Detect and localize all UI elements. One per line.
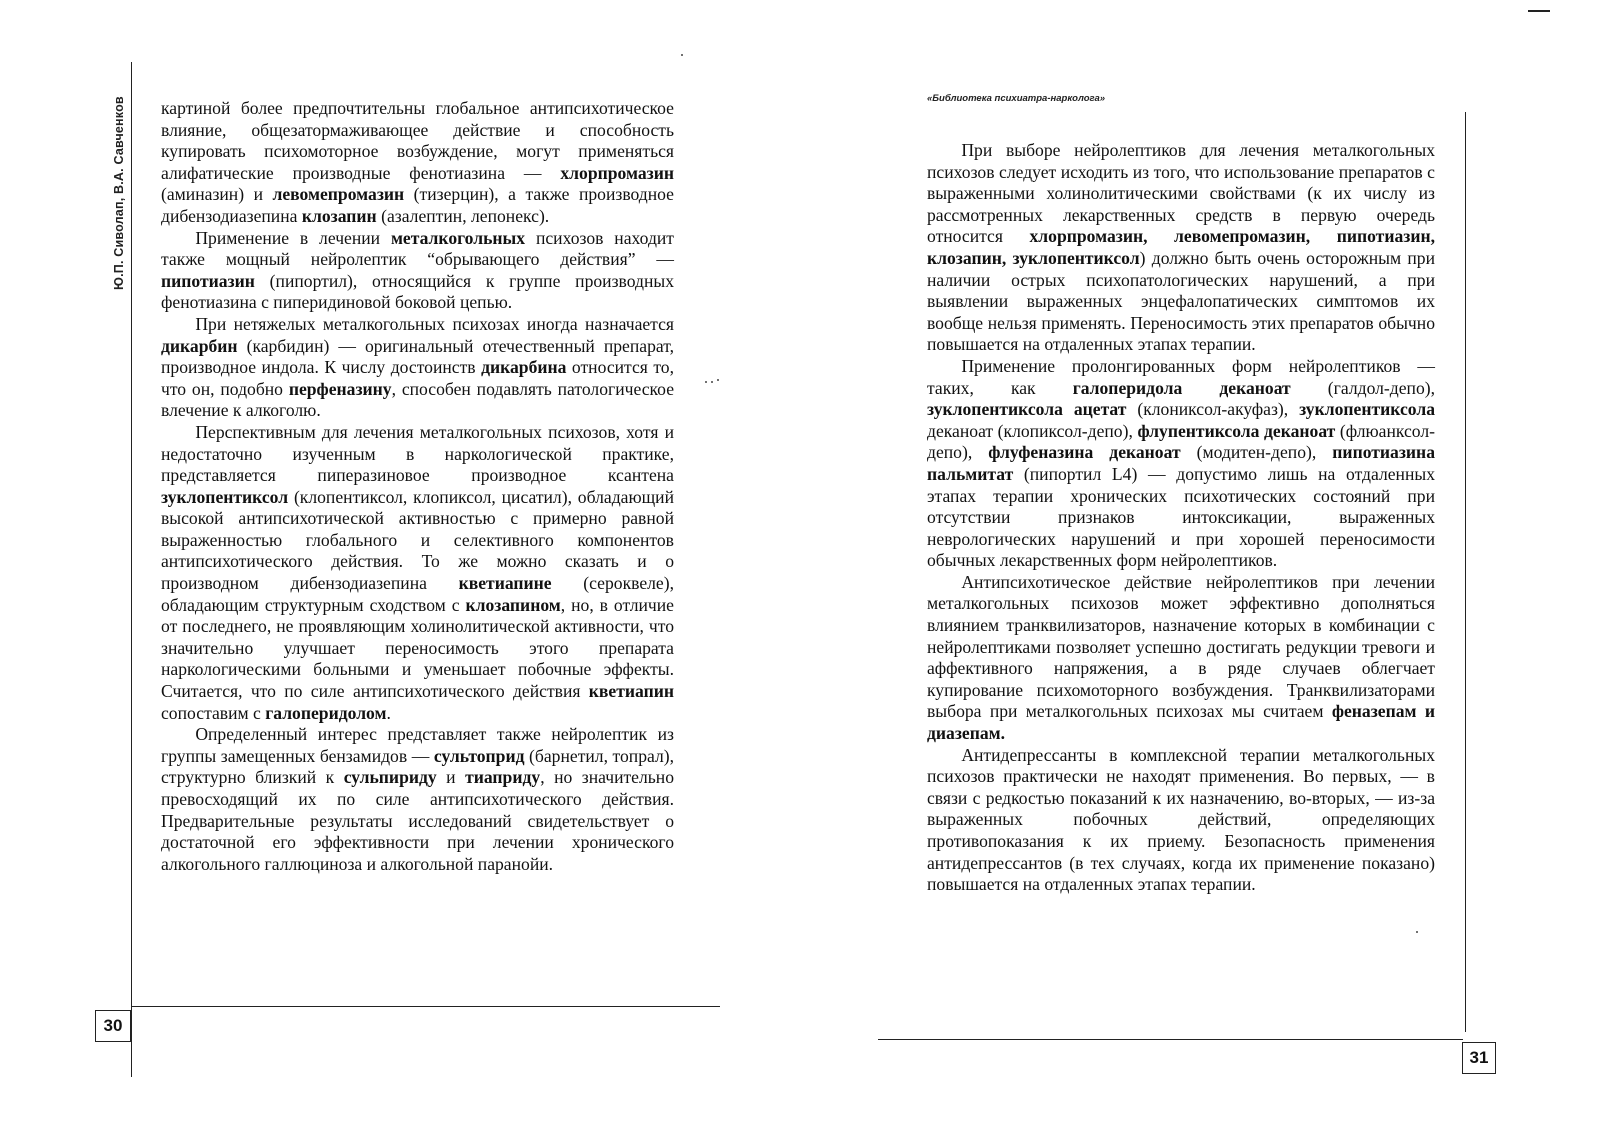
drug-name: дикарбина <box>481 357 567 378</box>
paragraph: При выборе нейролептиков для лечения металкогольных психозов следует исходить из того, что использование препаратов с выраженными холинолитическими свойствами (к их числу из рассмотренных лекарственных средств в первую очередь относится хлорпромазин, левомепромазин, пипотиазин, клозапин, зуклопентиксол) должно быть очень осторожным при наличии острых психопатологических нарушений, а при выявлении выраженных энцефалопатических симптомов их вообще нельзя применять. Переносимость этих препаратов обычно повышается на отдаленных этапах терапии. <box>927 140 1435 355</box>
drug-name: тиаприду <box>465 767 541 788</box>
drug-name: зуклопентиксола ацетат <box>927 399 1127 420</box>
drug-name: кветиапин <box>588 681 674 702</box>
paragraph: Антипсихотическое действие нейролептиков при лечении металкогольных психозов может эффективно дополняться влиянием транквилизаторов, назначение которых в комбинации с нейролептиками позволяет успешно достигать редукции тревоги и аффективного напряжения, а в ряде случаев облегчает купирование психомоторного возбуждения. Транквилизаторами выбора при металкогольных психозах мы считаем феназепам и диазепам. <box>927 571 1436 744</box>
paragraph: При нетяжелых металкогольных психозах иногда назначается дикарбин (карбидин) — оригинальный отечественный препарат, производное индола. К числу достоинств дикарбина относится то, что он, подобно перфеназину, способен подавлять патологическое влечение к алкоголю. <box>161 313 674 421</box>
drug-name: клозапин <box>301 205 377 226</box>
paragraph: Применение пролонгированных форм нейролептиков — таких, как галоперидола деканоат (галдол-депо), зуклопентиксола ацетат (клониксол-акуфаз), зуклопентиксола деканоат (клопиксол-депо), флупентиксола деканоат (флюанксол-депо), флуфеназина деканоат (модитен-депо), пипотиазина пальмитат (пипортил L4) — допустимо лишь на отдаленных этапах терапии хронических психотических состояний при отсутствии признаков интоксикации, выраженных неврологических нарушений и при хорошей переносимости обычных лекарственных форм нейролептиков. <box>927 355 1435 571</box>
scan-speck <box>681 54 683 56</box>
paragraph: Антидепрессанты в комплексной терапии металкогольных психозов практически не находят применения. Во первых, — в связи с редкостью показаний к их назначению, во-вторых, — из-за выраженных побочных действий, определяющих противопоказания к их приему. Безопасность применения антидепрессантов (в тех случаях, когда их применение показано) повышается на отдаленных этапах терапии. <box>927 744 1435 895</box>
scan-edge-mark <box>1528 10 1550 12</box>
drug-name: феназепам и диазепам. <box>927 701 1436 744</box>
drug-name: флупентиксола деканоат <box>1137 420 1336 441</box>
paragraph: Перспективным для лечения металкогольных психозов, хотя и недостаточно изученным в наркологической практике, представляется пиперазиновое производное ксантена зуклопентиксол (клопентиксол, клопиксол, цисатил), обладающий высокой антипсихотической активностью с примерно равной выраженностью глобального и селективного компонентов антипсихотического действия. То же можно сказать и о производном дибензодиазепина кветиапине (сероквеле), обладающим структурным сходством с клозапином, но, в отличие от последнего, не проявляющим холинолитической активности, что значительно улучшает переносимость этого препарата наркологическими больными и уменьшает побочные эффекты. Считается, что по силе антипсихотического действия кветиапин сопоставим с галоперидолом. <box>161 421 674 723</box>
left-page-footer-rule <box>132 1006 720 1007</box>
drug-name: флуфеназина деканоат <box>988 442 1181 463</box>
drug-name: зуклопентиксола <box>1299 399 1435 420</box>
scan-speck <box>717 379 719 381</box>
drug-name: дикарбин <box>161 335 238 356</box>
author-running-header: Ю.П. Сиволап, В.А. Савченков <box>112 96 126 290</box>
left-page-number: 30 <box>95 1010 131 1042</box>
drug-name: галоперидолом <box>265 702 387 723</box>
series-running-header: «Библиотека психиатра-нарколога» <box>927 93 1106 104</box>
drug-name: клозапином <box>465 594 561 615</box>
drug-name: левомепромазин <box>272 184 405 205</box>
drug-name: галоперидола деканоат <box>1072 377 1291 398</box>
scan-speck <box>1416 931 1418 933</box>
drug-name: пипотиазин <box>161 270 255 291</box>
drug-name: кветиапине <box>458 573 552 594</box>
scan-speck <box>705 381 707 383</box>
scan-speck <box>711 381 713 383</box>
drug-name: металкогольных <box>390 227 526 248</box>
drug-name: сультоприд <box>433 745 525 766</box>
drug-name: пипотиазина пальмитат <box>927 442 1435 484</box>
drug-name: хлорпромазин <box>560 162 674 183</box>
right-page-footer-rule <box>878 1039 1463 1040</box>
right-page-margin-line <box>1465 112 1466 1032</box>
drug-name: зуклопентиксол <box>161 486 289 507</box>
paragraph: Определенный интерес представляет также нейролептик из группы замещенных бензамидов — сультоприд (барнетил, топрал), структурно близкий к сульпириду и тиаприду, но значительно превосходящий их по силе антипсихотического действия. Предварительные результаты исследований свидетельствует о достаточной его эффективности при лечении хронического алкогольного галлюциноза и алкогольной паранойи. <box>161 724 675 874</box>
left-page-body-text <box>161 98 674 875</box>
drug-name: сульпириду <box>343 767 437 788</box>
right-page-number: 31 <box>1462 1042 1496 1074</box>
paragraph: картиной более предпочтительны глобальное антипсихотическое влияние, общезатормаживающее действие и способность купировать психомоторное возбуждение, могут применяться алифатические производные фенотиазина — хлорпромазин (аминазин) и левомепромазин (тизерцин), а также производное дибензодиазепина клозапин (азалептин, лепонекс). <box>161 98 674 226</box>
paragraph: Применение в лечении металкогольных психозов находит также мощный нейролептик “обрывающего действия” — пипотиазин (пипортил), относящийся к группе производных фенотиазина с пиперидиновой боковой цепью. <box>161 227 675 313</box>
drug-name: хлорпромазин, левомепромазин, пипотиазин, клозапин, зуклопентиксол <box>927 226 1435 268</box>
right-page-body-text <box>927 140 1435 896</box>
drug-name: перфеназину <box>288 378 392 399</box>
